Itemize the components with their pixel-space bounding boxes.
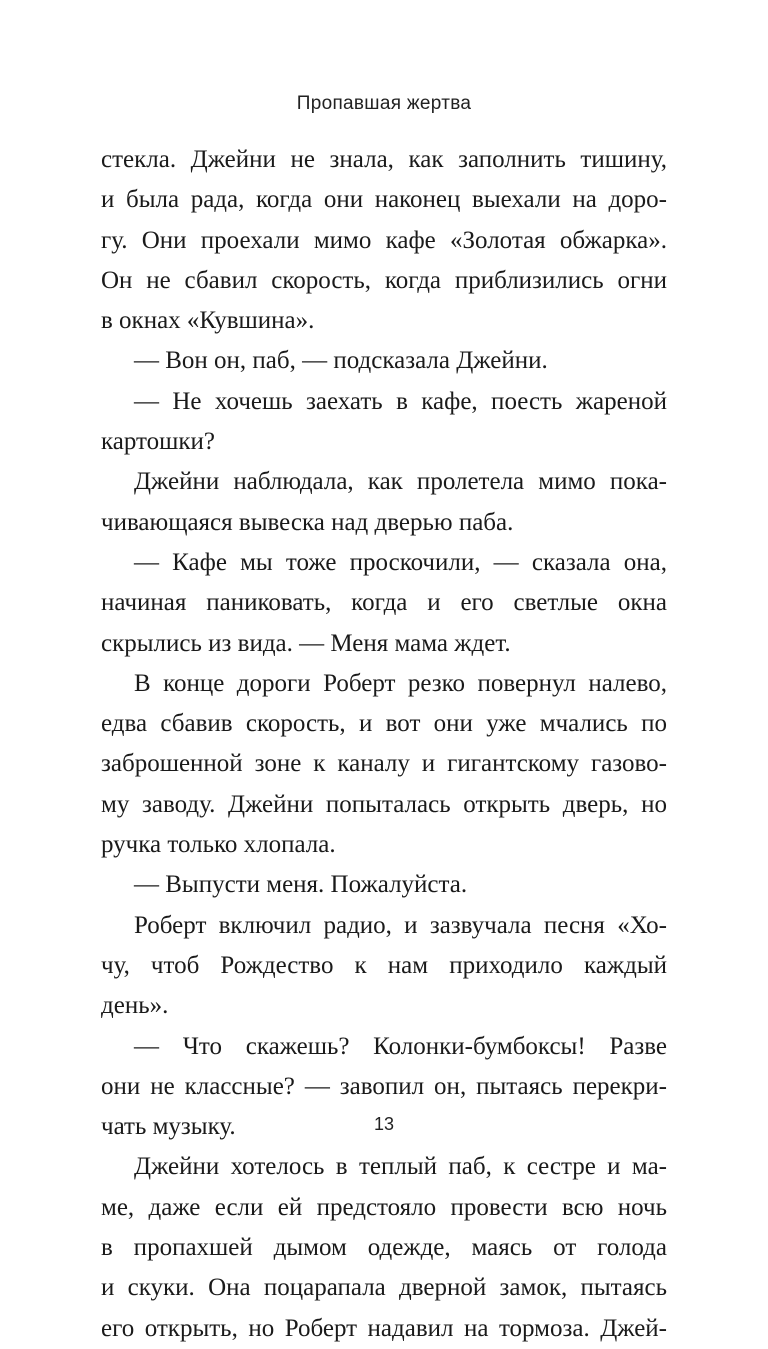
text-line: день».: [101, 992, 169, 1020]
text-line: В конце дороги Роберт резко повернул налево,: [134, 669, 667, 697]
text-line: картошки?: [101, 428, 216, 456]
body-text: [101, 140, 667, 1349]
text-line: му заводу. Джейни попыталась открыть дверь, но: [101, 790, 667, 818]
text-line: и была рада, когда они наконец выехали на доро-: [101, 186, 667, 214]
text-line: Он не сбавил скорость, когда приблизились огни: [101, 266, 667, 294]
text-line: в окнах «Кувшина».: [101, 307, 315, 335]
text-line: и скуки. Она поцарапала дверной замок, пытаясь: [101, 1274, 667, 1302]
page-number: 13: [373, 1114, 395, 1134]
text-line: — Вон он, паб, — подсказала Джейни.: [134, 347, 548, 375]
text-line: начиная паниковать, когда и его светлые окна: [101, 589, 667, 617]
text-line: они не классные? — завопил он, пытаясь перекри-: [101, 1072, 667, 1100]
text-line: Роберт включил радио, и зазвучала песня «Хо-: [134, 911, 667, 939]
running-head-title: Пропавшая жертва: [296, 93, 472, 114]
text-line: — Не хочешь заехать в кафе, поесть жареной: [134, 387, 667, 415]
text-line: едва сбавив скорость, и вот они уже мчались по: [101, 710, 667, 738]
text-line: гу. Они проехали мимо кафе «Золотая обжарка».: [101, 226, 667, 254]
text-line: чу, чтоб Рождество к нам приходило каждый: [101, 951, 667, 979]
text-line: в пропахшей дымом одежде, маясь от голода: [101, 1234, 667, 1262]
text-line: — Кафе мы тоже проскочили, — сказала она,: [134, 548, 667, 576]
text-line: чивающаяся вывеска над дверью паба.: [101, 508, 514, 536]
text-line: Джейни наблюдала, как пролетела мимо пока-: [134, 468, 667, 496]
text-line: скрылись из вида. — Меня мама ждет.: [101, 629, 511, 657]
text-line: — Что скажешь? Колонки-бумбоксы! Разве: [134, 1032, 667, 1060]
text-line: — Выпусти меня. Пожалуйста.: [134, 871, 468, 899]
text-line: ручка только хлопала.: [101, 831, 336, 859]
text-line: ме, даже если ей предстояло провести всю ночь: [101, 1193, 667, 1221]
text-line: чать музыку.: [101, 1113, 236, 1141]
text-line: его открыть, но Роберт надавил на тормоза. Джей-: [101, 1314, 667, 1342]
text-line: стекла. Джейни не знала, как заполнить тишину,: [101, 146, 667, 173]
text-line: заброшенной зоне к каналу и гигантскому газово-: [101, 750, 667, 778]
text-line: Джейни хотелось в теплый паб, к сестре и ма-: [134, 1153, 667, 1181]
